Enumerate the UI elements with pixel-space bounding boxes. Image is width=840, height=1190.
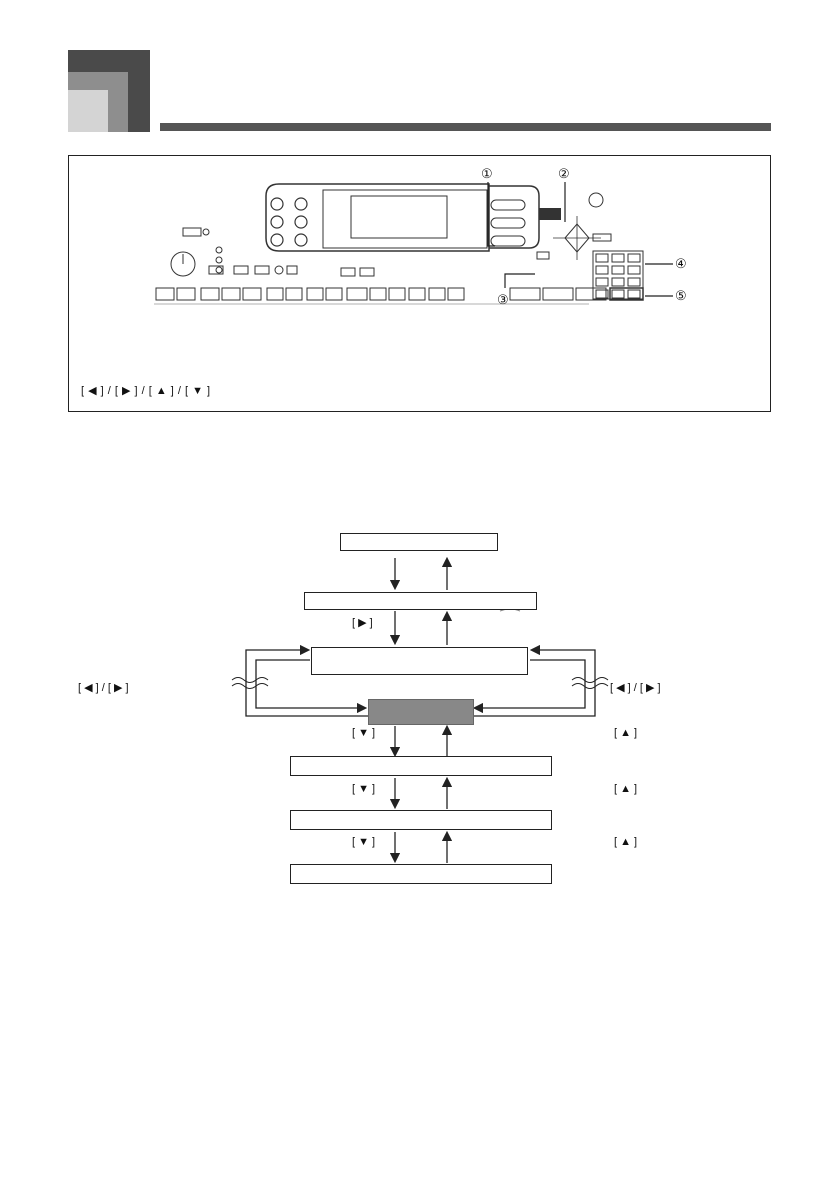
label-down-2: [ ▼ ] [352,783,376,795]
label-up-1: [ ▲ ] [614,727,638,739]
label-right-loop: [ ◀ ] / [ ▶ ] [610,682,661,694]
flow-box-2 [304,592,537,610]
flow-box-1 [340,533,498,551]
flow-box-6 [290,864,552,884]
callout-2: ② [558,166,570,181]
flow-box-4 [290,756,552,776]
label-up-3: [ ▲ ] [614,836,638,848]
label-left-loop: [ ◀ ] / [ ▶ ] [78,682,129,694]
label-right-step: [ ▶ ] [352,617,373,629]
flow-box-5 [290,810,552,830]
flow-box-3 [311,647,528,675]
callout-5: ⑤ [675,288,687,303]
cursor-keys-caption: [ ◀ ] / [ ▶ ] / [ ▲ ] / [ ▼ ] [81,385,211,397]
callout-3: ③ [497,292,509,307]
label-down-1: [ ▼ ] [352,727,376,739]
label-up-2: [ ▲ ] [614,783,638,795]
label-down-3: [ ▼ ] [352,836,376,848]
flow-box-current [368,699,474,725]
callout-4: ④ [675,256,687,271]
callout-1: ① [481,166,493,181]
